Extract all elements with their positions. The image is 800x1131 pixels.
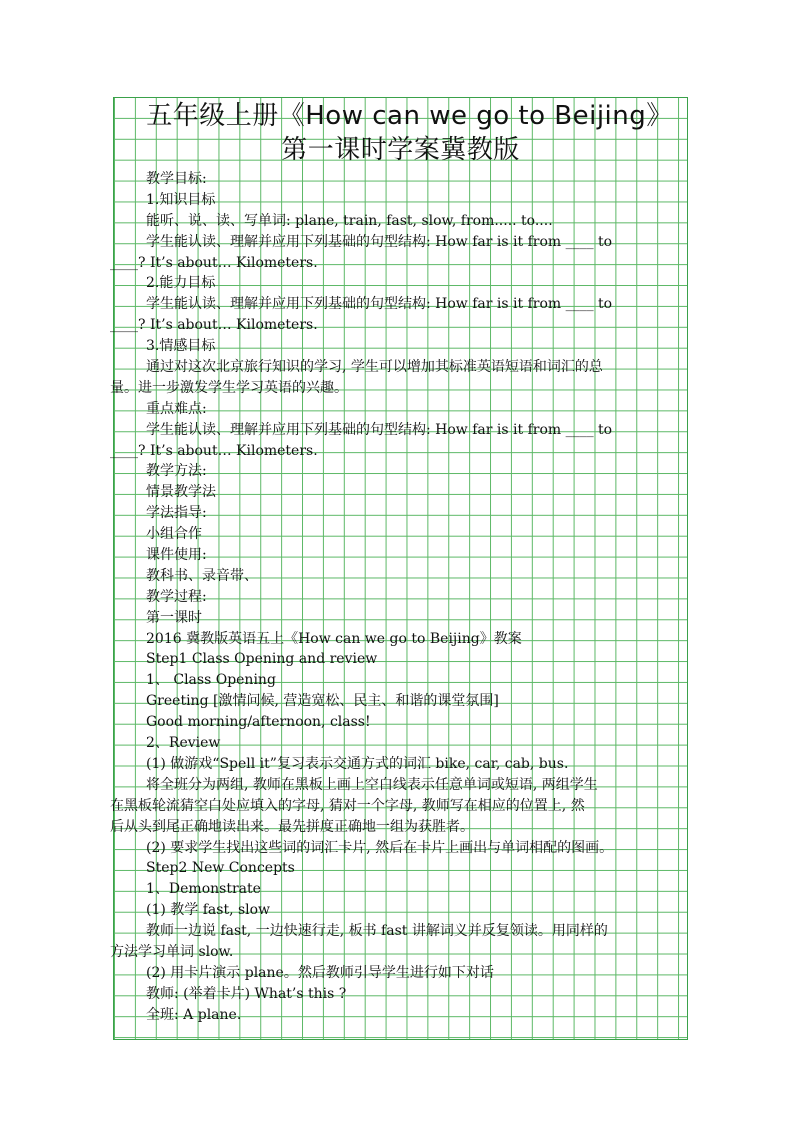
text-line: 教学方法: (146, 463, 207, 480)
text-line: 教学目标: (146, 171, 207, 187)
text-line: (1) 做游戏“Spell it”复习表示交通方式的词汇 bike, car, cab, bus. (146, 755, 569, 772)
text-line: 学法指导: (146, 505, 207, 522)
text-line: 3.情感目标 (146, 338, 216, 355)
document-title-line-1: 五年级上册《How can we go to Beijing》 (146, 101, 673, 131)
lesson-plan-document (110, 97, 688, 1026)
text-line: 2016 冀教版英语五上《How can we go to Beijing》教案 (146, 630, 522, 647)
text-line: 量。进一步激发学生学习英语的兴趣。 (110, 379, 348, 396)
text-line: 重点难点: (146, 400, 207, 417)
text-line: 全班: A plane. (146, 1006, 242, 1023)
text-line: 在黑板轮流猜空白处应填入的字母, 猜对一个字母, 教师写在相应的位置上, 然 (110, 797, 585, 814)
text-line: (1) 教学 fast, slow (146, 902, 271, 919)
text-line: 教师一边说 fast, 一边快速行走, 板书 fast 讲解词义并反复领读。用同样的 (146, 923, 608, 940)
text-line: 小组合作 (146, 526, 202, 543)
text-line: 学生能认读、理解并应用下列基础的句型结构: How far is it from ____ to (146, 233, 613, 250)
text-line: 教师: (举着卡片) What’s this ? (146, 985, 347, 1002)
text-line: 情景教学法 (146, 484, 216, 501)
text-line: Step2 New Concepts (146, 860, 295, 877)
text-line: 方法学习单词 slow. (110, 943, 234, 960)
text-line: 1、Demonstrate (146, 881, 261, 898)
text-line: 学生能认读、理解并应用下列基础的句型结构: How far is it from ____ to (146, 296, 613, 313)
text-line: 课件使用: (146, 547, 207, 564)
text-line: 2、Review (146, 735, 221, 752)
text-line: ____? It’s about… Kilometers. (110, 254, 318, 271)
text-line: Greeting [激情问候, 营造宽松、民主、和谐的课堂氛围] (146, 693, 499, 710)
document-body (110, 169, 688, 1026)
text-line: 1、 Class Opening (146, 672, 276, 689)
text-line: 后从头到尾正确地读出来。最先拼度正确地一组为获胜者。 (110, 818, 474, 835)
document-title-line-2: 第一课时学案冀教版 (281, 135, 520, 165)
text-line: Good morning/afternoon, class! (146, 714, 371, 731)
text-line: 教学过程: (146, 588, 207, 605)
text-line: ____? It’s about… Kilometers. (110, 317, 318, 334)
text-line: 教科书、录音带、 (146, 567, 258, 584)
text-line: (2) 要求学生找出这些词的词汇卡片, 然后在卡片上画出与单词相配的图画。 (146, 839, 614, 856)
text-line: 第一课时 (146, 609, 202, 626)
text-line: (2) 用卡片演示 plane。然后教师引导学生进行如下对话 (146, 964, 494, 981)
text-line: 能听、说、读、写单词: plane, train, fast, slow, from..... to.... (146, 212, 553, 229)
text-line: 将全班分为两组, 教师在黑板上画上空白线表示任意单词或短语, 两组学生 (146, 776, 598, 793)
text-line: 1.知识目标 (146, 191, 216, 208)
text-line: 学生能认读、理解并应用下列基础的句型结构: How far is it from ____ to (146, 421, 613, 438)
text-line: 2.能力目标 (146, 275, 216, 292)
text-line: ____? It’s about… Kilometers. (110, 442, 318, 459)
text-line: Step1 Class Opening and review (146, 651, 378, 668)
text-line: 通过对这次北京旅行知识的学习, 学生可以增加其标准英语短语和词汇的总 (146, 359, 603, 376)
